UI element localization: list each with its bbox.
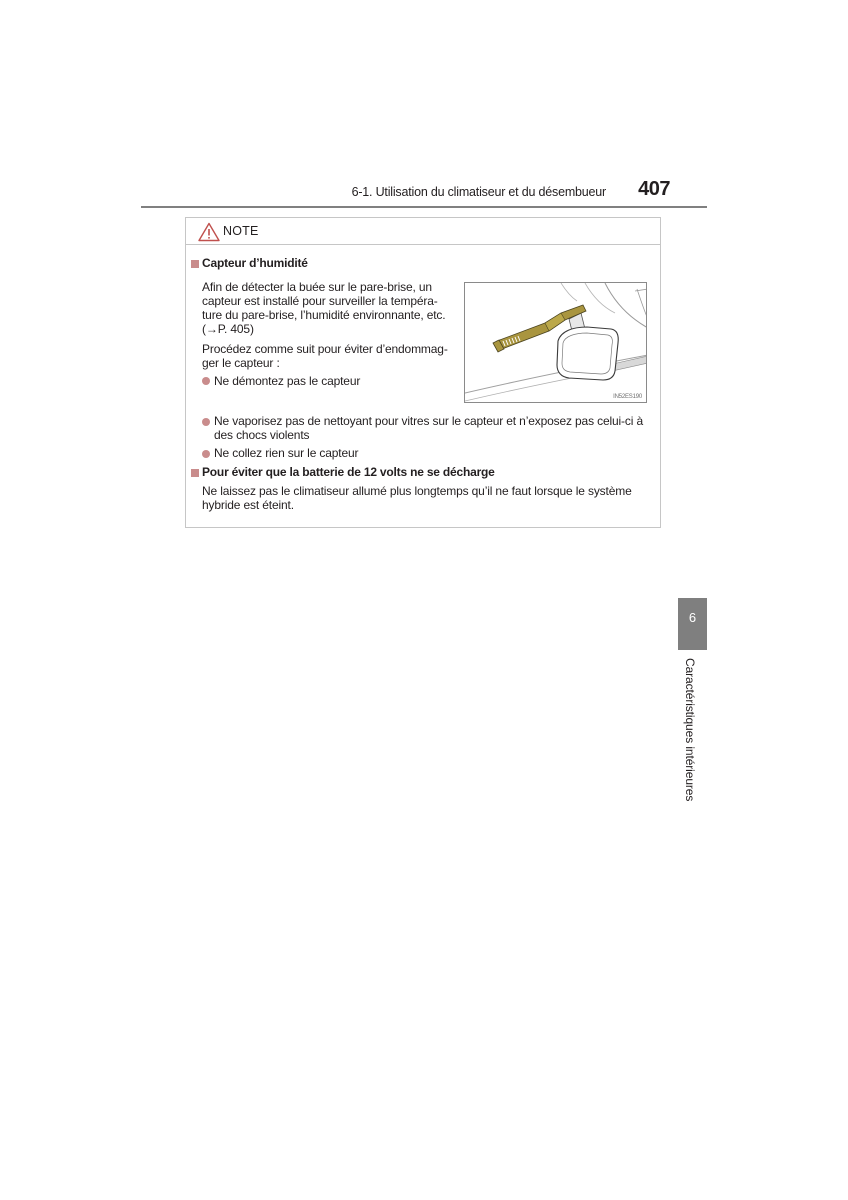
chapter-tab [678, 598, 707, 650]
page-number: 407 [638, 178, 670, 200]
chapter-number: 6 [688, 610, 697, 625]
page-reference: (→P. 405) [202, 322, 254, 336]
bullet-item-continuation: des chocs violents [214, 428, 310, 442]
note-label: NOTE [223, 224, 259, 238]
chapter-side-label: Caractéristiques intérieures [683, 658, 697, 802]
section-marker [191, 469, 199, 477]
header-divider [141, 206, 707, 208]
bullet-dot [202, 418, 210, 426]
chapter-title: 6-1. Utilisation du climatiseur et du désembueur [351, 185, 606, 199]
section-heading-humidity-sensor: Capteur d’humidité [202, 256, 308, 270]
note-header [186, 218, 660, 245]
bullet-item: Ne collez rien sur le capteur [214, 446, 359, 460]
line: Procédez comme suit pour éviter d’endommag- [202, 342, 448, 356]
illustration-code: IN52ES190 [613, 394, 642, 400]
humidity-sensor-drawing [465, 283, 647, 403]
line: Ne laissez pas le climatiseur allumé plus longtemps qu’il ne faut lorsque le système [202, 484, 632, 498]
line: hybride est éteint. [202, 498, 294, 512]
bullet-dot [202, 450, 210, 458]
line: capteur est installé pour surveiller la tempéra- [202, 294, 438, 308]
line: ger le capteur : [202, 356, 280, 370]
bullet-item: Ne démontez pas le capteur [214, 374, 361, 388]
section-marker [191, 260, 199, 268]
sensor-illustration [464, 282, 647, 403]
bullet-dot [202, 377, 210, 385]
bullet-item: Ne vaporisez pas de nettoyant pour vitres sur le capteur et n’exposez pas celui-ci à [214, 414, 643, 428]
line: Afin de détecter la buée sur le pare-brise, un [202, 280, 432, 294]
warning-triangle-icon [198, 222, 220, 242]
line: ture du pare-brise, l’humidité environnante, etc. [202, 308, 446, 322]
section-heading-battery: Pour éviter que la batterie de 12 volts ne se décharge [202, 465, 495, 479]
